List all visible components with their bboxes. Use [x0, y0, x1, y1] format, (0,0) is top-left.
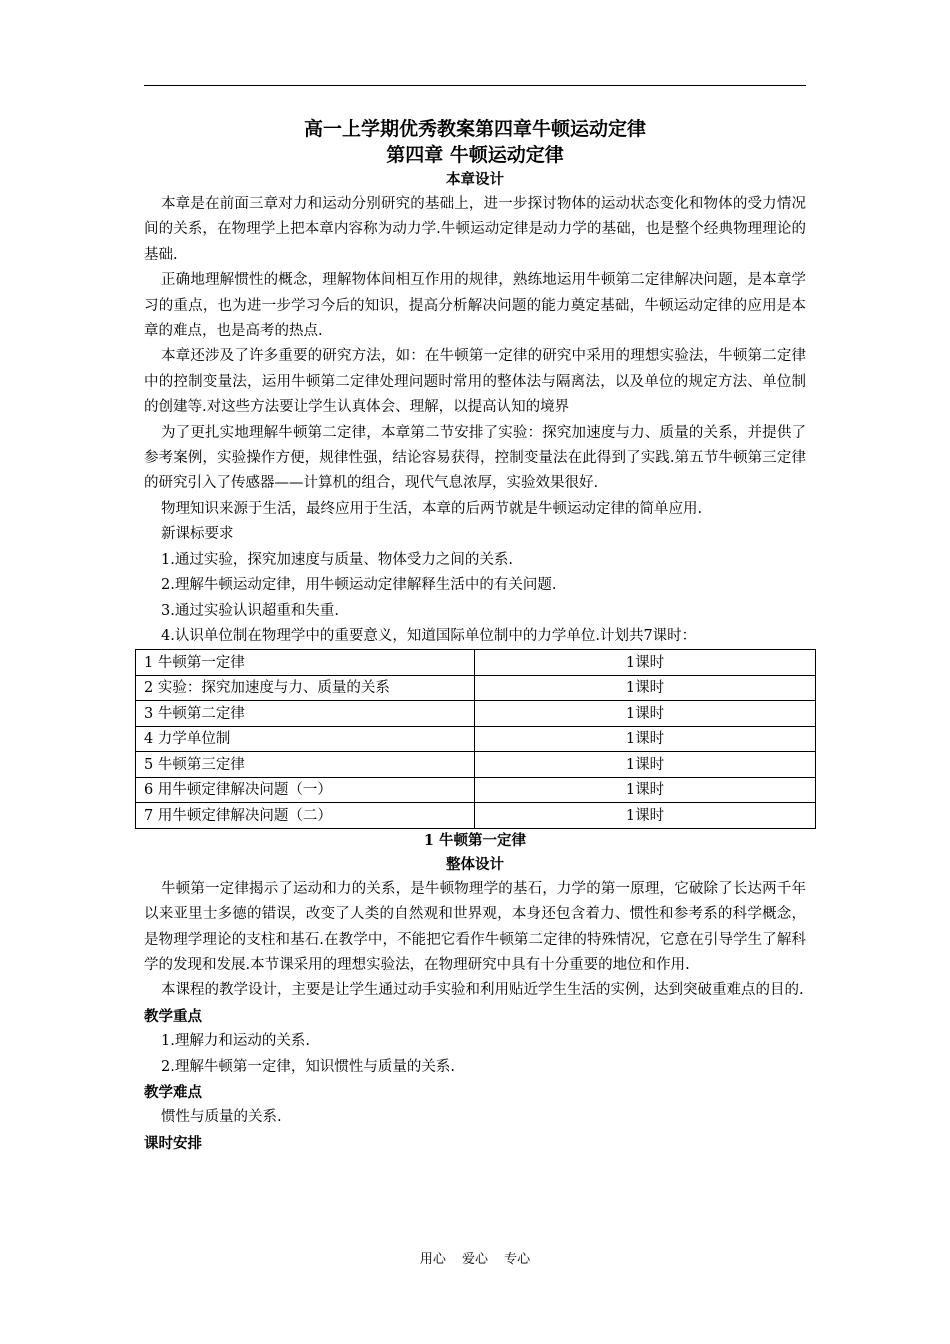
- key-point-item: 2.理解牛顿第一定律，知识惯性与质量的关系.: [161, 1058, 455, 1075]
- hours-cell: 1课时: [475, 726, 816, 752]
- chapter-paragraph: 本章是在前面三章对力和运动分别研究的基础上，进一步探讨物体的运动状态变化和物体的受力情况间的关系，在物理学上把本章内容称为动力学.牛顿运动定律是动力学的基础，也是整个经典物理理论的基础.: [144, 196, 806, 263]
- table-row: [136, 777, 816, 803]
- table-row: [136, 675, 816, 701]
- header-rule: [144, 85, 806, 86]
- footer-word: 专心: [504, 1252, 531, 1267]
- lesson-cell: 5 牛顿第三定律: [136, 752, 475, 778]
- table-row: [136, 803, 816, 829]
- chapter-paragraph: 为了更扎实地理解牛顿第二定律，本章第二节安排了实验：探究加速度与力、质量的关系，并提供了参考案例，实验操作方便，规律性强，结论容易获得，控制变量法在此得到了实践.第五节牛顿第三定律的研究引入了传感器——计算机的组合，现代气息浓厚，实验效果很好.: [144, 424, 806, 492]
- chapter-title: 第四章 牛顿运动定律: [386, 144, 564, 166]
- chapter-design-heading: 本章设计: [446, 171, 504, 188]
- table-row: [136, 650, 816, 676]
- curriculum-item: 4.认识单位制在物理学中的重要意义，知道国际单位制中的力学单位.计划共7课时：: [161, 627, 697, 644]
- lesson-cell: 7 用牛顿定律解决问题（二）: [136, 803, 475, 829]
- lesson-cell: 1 牛顿第一定律: [136, 650, 475, 676]
- hours-cell: 1课时: [475, 777, 816, 803]
- hours-cell: 1课时: [475, 701, 816, 727]
- hours-cell: 1课时: [475, 803, 816, 829]
- difficulty-text: 惯性与质量的关系.: [161, 1109, 282, 1126]
- section-paragraph: 本课程的教学设计，主要是让学生通过动手实验和利用贴近学生生活的实例，达到突破重难点的目的.: [161, 982, 804, 999]
- section-title: 1 牛顿第一定律: [423, 831, 527, 849]
- curriculum-item: 3.通过实验认识超重和失重.: [161, 602, 339, 619]
- hours-cell: 1课时: [475, 675, 816, 701]
- key-points-heading: 教学重点: [144, 1007, 202, 1025]
- schedule-table: [135, 649, 816, 829]
- footer-word: 用心: [419, 1252, 446, 1267]
- table-row: [136, 752, 816, 778]
- lesson-cell: 4 力学单位制: [136, 726, 475, 752]
- document-body: [144, 116, 806, 1156]
- lesson-cell: 6 用牛顿定律解决问题（一）: [136, 777, 475, 803]
- schedule-heading: 课时安排: [144, 1134, 202, 1152]
- chapter-paragraph: 本章还涉及了许多重要的研究方法，如：在牛顿第一定律的研究中采用的理想实验法，牛顿第二定律中的控制变量法，运用牛顿第二定律处理问题时常用的整体法与隔离法，以及单位的规定方法、单位制的创建等.对这些方法要让学生认真体会、理解，以提高认知的境界: [144, 348, 806, 416]
- chapter-paragraph: 正确地理解惯性的概念，理解物体间相互作用的规律，熟练地运用牛顿第二定律解决问题，是本章学习的重点，也为进一步学习今后的知识，提高分析解决问题的能力奠定基础，牛顿运动定律的应用是本章的难点，也是高考的热点.: [144, 272, 806, 340]
- chapter-paragraph: 物理知识来源于生活，最终应用于生活，本章的后两节就是牛顿运动定律的简单应用.: [161, 500, 703, 517]
- curriculum-item: 1.通过实验，探究加速度与质量、物体受力之间的关系.: [161, 551, 513, 568]
- table-row: [136, 726, 816, 752]
- key-point-item: 1.理解力和运动的关系.: [161, 1033, 310, 1050]
- hours-cell: 1课时: [475, 650, 816, 676]
- footer-word: 爱心: [461, 1252, 488, 1267]
- overall-design-heading: 整体设计: [446, 855, 504, 873]
- page-footer: [0, 1248, 950, 1267]
- difficulty-heading: 教学难点: [144, 1084, 202, 1102]
- curriculum-heading: 新课标要求: [161, 526, 234, 543]
- section-paragraph: 牛顿第一定律揭示了运动和力的关系，是牛顿物理学的基石，力学的第一原理，它破除了长达两千年以来亚里士多德的错误，改变了人类的自然观和世界观，本身还包含着力、惯性和参考系的科学概念，是物理学理论的支柱和基石.在教学中，不能把它看作牛顿第二定律的特殊情况，它意在引导学生了解科学的发现和发展.本节课采用的理想实验法，在物理研究中具有十分重要的地位和作用.: [144, 880, 806, 974]
- curriculum-item: 2.理解牛顿运动定律，用牛顿运动定律解释生活中的有关问题.: [161, 577, 557, 594]
- hours-cell: 1课时: [475, 752, 816, 778]
- document-title: 高一上学期优秀教案第四章牛顿运动定律: [303, 118, 646, 140]
- table-row: [136, 701, 816, 727]
- lesson-cell: 3 牛顿第二定律: [136, 701, 475, 727]
- lesson-cell: 2 实验：探究加速度与力、质量的关系: [136, 675, 475, 701]
